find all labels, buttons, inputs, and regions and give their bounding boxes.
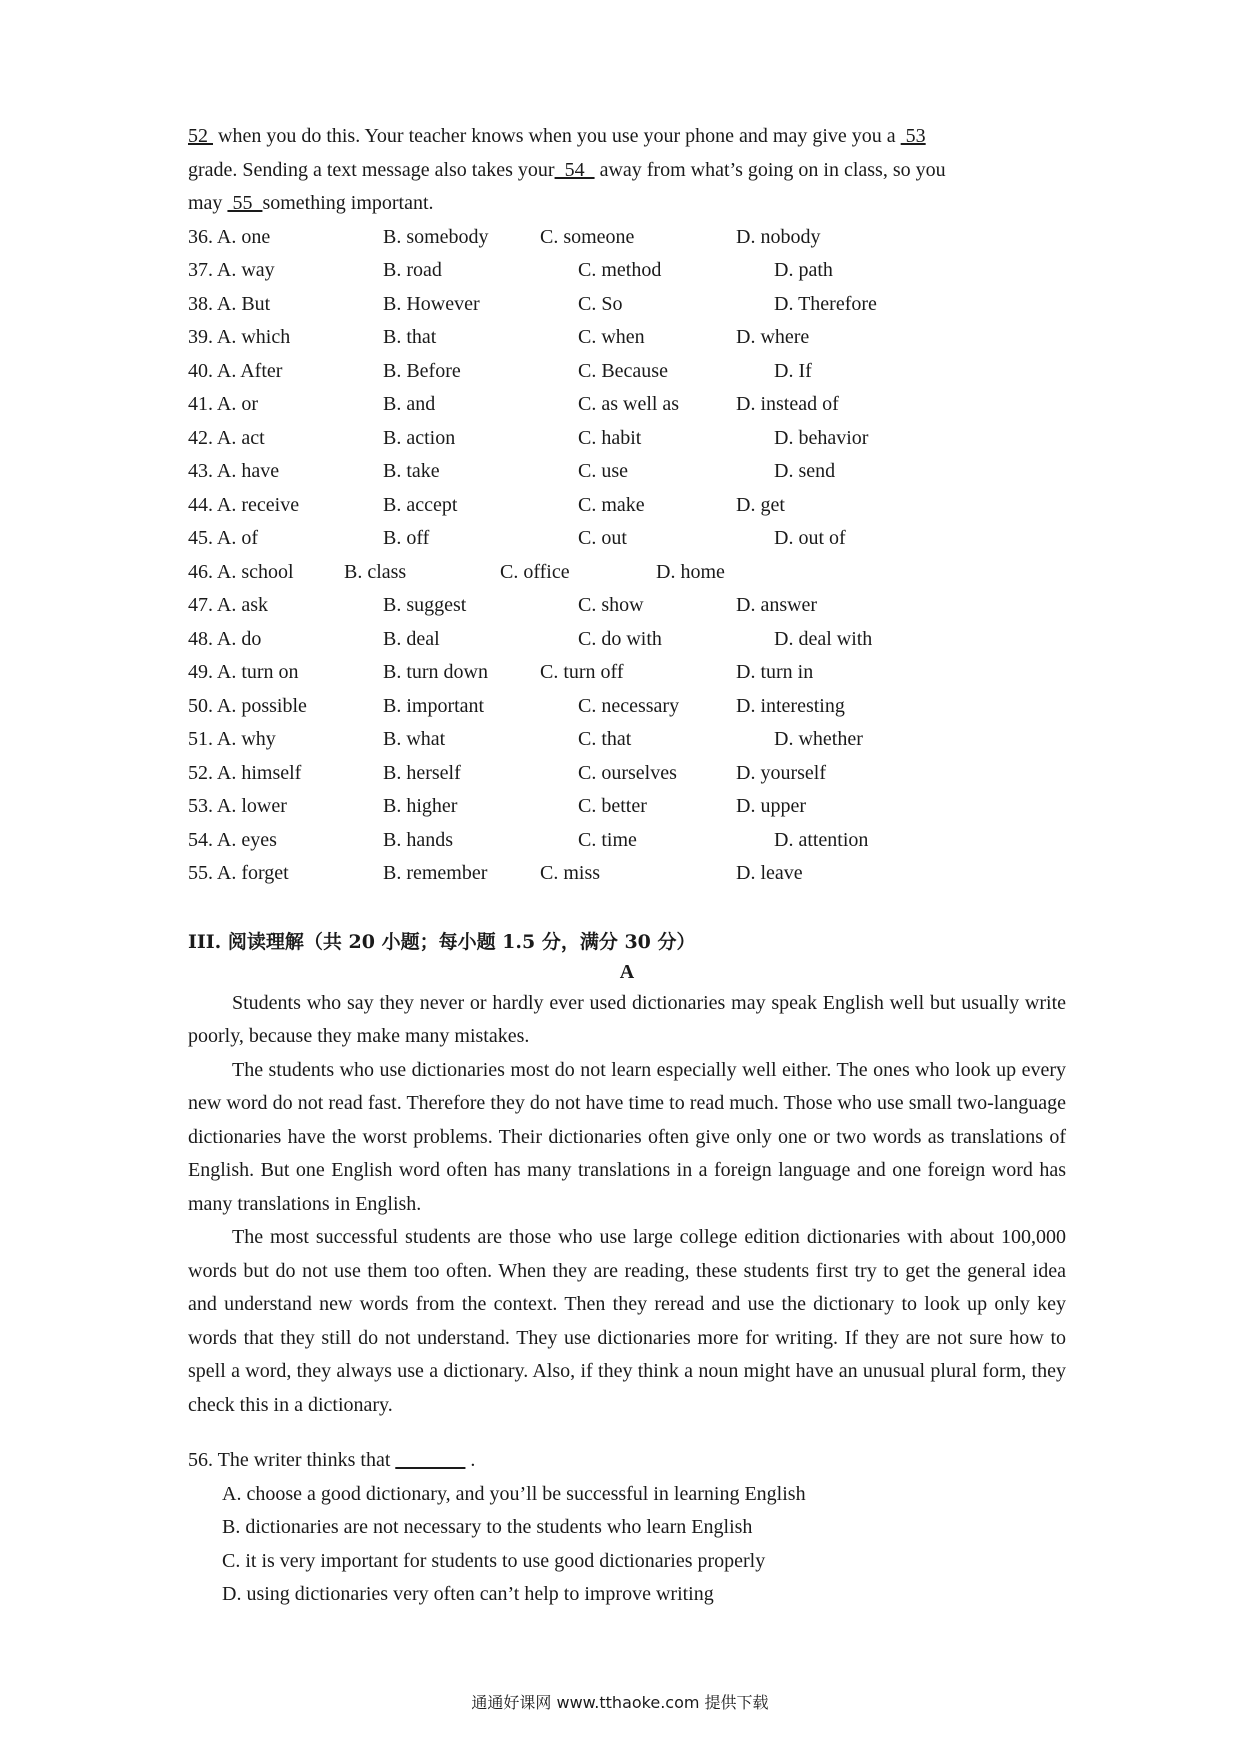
option-row bbox=[188, 723, 1066, 757]
option-row bbox=[188, 388, 1066, 422]
option-a: 41. A. or bbox=[188, 393, 258, 415]
option-b: B. class bbox=[344, 560, 407, 583]
option-a: 40. A. After bbox=[188, 359, 283, 382]
option-a: 52. A. himself bbox=[188, 761, 302, 784]
option-row bbox=[188, 522, 1066, 556]
option-a: 37. A. way bbox=[188, 259, 275, 281]
option-d: D. deal with bbox=[774, 627, 873, 650]
option-b: B. turn down bbox=[383, 661, 488, 683]
question-56 bbox=[188, 1444, 1066, 1478]
exam-page bbox=[188, 120, 1066, 1612]
option-a: 43. A. have bbox=[188, 460, 280, 482]
option-a: 39. A. which bbox=[188, 326, 291, 348]
option-row bbox=[188, 824, 1066, 858]
option-a: 54. A. eyes bbox=[188, 828, 277, 851]
option-b: B. herself bbox=[383, 761, 461, 784]
option-b: B. suggest bbox=[383, 594, 467, 616]
option-row bbox=[188, 355, 1066, 389]
blank-53: 53 bbox=[900, 125, 926, 147]
option-d: D. attention bbox=[774, 828, 869, 851]
option-b: B. action bbox=[383, 426, 456, 449]
option-row bbox=[188, 623, 1066, 657]
option-d: D. leave bbox=[736, 862, 803, 884]
option-c: C. use bbox=[578, 460, 628, 482]
option-d: D. send bbox=[774, 460, 836, 482]
option-a: 48. A. do bbox=[188, 627, 262, 650]
choice-d: D. using dictionaries very often can’t help to improve writing bbox=[222, 1583, 714, 1605]
option-d: D. get bbox=[736, 493, 785, 516]
choice-b: B. dictionaries are not necessary to the students who learn English bbox=[222, 1516, 753, 1538]
passage-label: A bbox=[619, 960, 635, 983]
option-c: C. ourselves bbox=[578, 761, 677, 784]
option-c: C. as well as bbox=[578, 393, 680, 415]
option-b: B. accept bbox=[383, 493, 458, 516]
option-row bbox=[188, 857, 1066, 891]
option-b: B. what bbox=[383, 728, 446, 750]
option-a: 44. A. receive bbox=[188, 493, 300, 516]
option-d: D. turn in bbox=[736, 661, 814, 683]
option-a: 36. A. one bbox=[188, 225, 271, 248]
passage-paragraph: The students who use dictionaries most do not learn especially well either. The ones who look up every new word do not read fast. Therefore they do not have time to read much. Those who use small two-language dictionaries have the worst problems. Their dictionaries often give only one or two words as translations of English. But one English word often has many translations in a foreign language and one foreign word has many translations in English. bbox=[188, 1058, 1066, 1215]
option-b: B. take bbox=[383, 460, 440, 482]
option-row bbox=[188, 790, 1066, 824]
option-row bbox=[188, 489, 1066, 523]
option-b: B. that bbox=[383, 326, 437, 348]
option-c: C. that bbox=[578, 728, 632, 750]
option-row bbox=[188, 656, 1066, 690]
option-c: C. method bbox=[578, 259, 662, 281]
option-row bbox=[188, 690, 1066, 724]
choice-a: A. choose a good dictionary, and you’ll be successful in learning English bbox=[222, 1482, 806, 1505]
option-c: C. do with bbox=[578, 627, 662, 650]
option-d: D. out of bbox=[774, 527, 846, 549]
option-d: D. instead of bbox=[736, 393, 839, 415]
option-d: D. yourself bbox=[736, 761, 826, 784]
option-c: C. So bbox=[578, 292, 623, 315]
option-b: B. off bbox=[383, 527, 430, 549]
intro-text: when you do this. Your teacher knows when you use your phone and may give you a bbox=[213, 125, 901, 147]
option-c: C. time bbox=[578, 828, 637, 851]
passage-paragraph: Students who say they never or hardly ever used dictionaries may speak English well but usually write poorly, because they make many mistakes. bbox=[188, 991, 1066, 1047]
option-b: B. However bbox=[383, 292, 480, 315]
option-b: B. and bbox=[383, 393, 436, 415]
option-b: B. road bbox=[383, 259, 442, 281]
option-b: B. remember bbox=[383, 862, 488, 884]
option-c: C. show bbox=[578, 594, 644, 616]
footer-credit: 通通好课网 www.tthaoke.com 提供下载 bbox=[471, 1693, 769, 1712]
option-row bbox=[188, 757, 1066, 791]
section-heading: III. 阅读理解（共 20 小题；每小题 1.5 分，满分 30 分） bbox=[188, 930, 696, 953]
option-d: D. interesting bbox=[736, 694, 845, 717]
option-a: 55. A. forget bbox=[188, 862, 289, 884]
option-row bbox=[188, 455, 1066, 489]
intro-text: may bbox=[188, 192, 228, 214]
blank-54: 54 bbox=[554, 158, 595, 181]
option-d: D. nobody bbox=[736, 225, 821, 248]
option-row bbox=[188, 288, 1066, 322]
option-a: 50. A. possible bbox=[188, 694, 307, 717]
option-d: D. answer bbox=[736, 594, 818, 616]
option-a: 45. A. of bbox=[188, 527, 258, 549]
option-d: D. whether bbox=[774, 728, 863, 750]
option-c: C. habit bbox=[578, 426, 642, 449]
option-c: C. Because bbox=[578, 359, 668, 382]
option-c: C. make bbox=[578, 493, 645, 516]
option-a: 38. A. But bbox=[188, 292, 271, 315]
option-b: B. important bbox=[383, 694, 485, 717]
option-c: C. someone bbox=[540, 225, 635, 248]
option-c: C. turn off bbox=[540, 661, 624, 683]
question-stem: 56. The writer thinks that bbox=[188, 1449, 396, 1471]
option-d: D. where bbox=[736, 326, 810, 348]
option-d: D. Therefore bbox=[774, 292, 877, 315]
choice-c: C. it is very important for students to use good dictionaries properly bbox=[222, 1549, 766, 1572]
option-a: 51. A. why bbox=[188, 728, 276, 750]
option-a: 42. A. act bbox=[188, 426, 265, 449]
question-end: . bbox=[465, 1449, 476, 1471]
option-a: 46. A. school bbox=[188, 560, 294, 583]
intro-line-2 bbox=[188, 154, 1066, 188]
option-d: D. home bbox=[656, 560, 725, 583]
option-a: 49. A. turn on bbox=[188, 661, 299, 683]
option-row bbox=[188, 221, 1066, 255]
answer-blank: _______ bbox=[395, 1449, 466, 1471]
option-d: D. path bbox=[774, 259, 833, 281]
intro-line-1 bbox=[188, 120, 1066, 154]
cloze-options bbox=[188, 221, 1066, 891]
option-b: B. higher bbox=[383, 795, 458, 817]
option-a: 47. A. ask bbox=[188, 594, 268, 616]
blank-55: 55 bbox=[227, 192, 263, 214]
option-row bbox=[188, 254, 1066, 288]
option-a: 53. A. lower bbox=[188, 795, 287, 817]
option-b: B. somebody bbox=[383, 225, 489, 248]
intro-text: something important. bbox=[262, 192, 434, 214]
option-d: D. upper bbox=[736, 795, 806, 817]
option-d: D. If bbox=[774, 359, 812, 382]
option-c: C. necessary bbox=[578, 694, 680, 717]
option-row bbox=[188, 556, 1066, 590]
option-c: C. better bbox=[578, 795, 647, 817]
option-row bbox=[188, 422, 1066, 456]
intro-text: grade. Sending a text message also takes your bbox=[188, 158, 555, 181]
option-c: C. when bbox=[578, 326, 645, 348]
intro-text: away from what’s going on in class, so you bbox=[594, 158, 946, 181]
option-b: B. hands bbox=[383, 828, 453, 851]
blank-52: 52 bbox=[188, 125, 213, 147]
option-d: D. behavior bbox=[774, 426, 869, 449]
option-row bbox=[188, 589, 1066, 623]
option-b: B. Before bbox=[383, 359, 461, 382]
option-row bbox=[188, 321, 1066, 355]
intro-line-3 bbox=[188, 187, 1066, 221]
option-c: C. out bbox=[578, 527, 627, 549]
option-c: C. office bbox=[500, 560, 570, 583]
passage-paragraph: The most successful students are those who use large college edition dictionaries with about 100,000 words but do not use them too often. When they are reading, these students first try to get the general idea and understand new words from the context. Then they reread and use the dictionary to look up only key words that they still do not understand. They use dictionaries more for writing. If they are not sure how to spell a word, they always use a dictionary. Also, if they think a noun might have an unusual plural form, they check this in a dictionary. bbox=[188, 1226, 1066, 1416]
option-b: B. deal bbox=[383, 627, 440, 650]
option-c: C. miss bbox=[540, 862, 601, 884]
